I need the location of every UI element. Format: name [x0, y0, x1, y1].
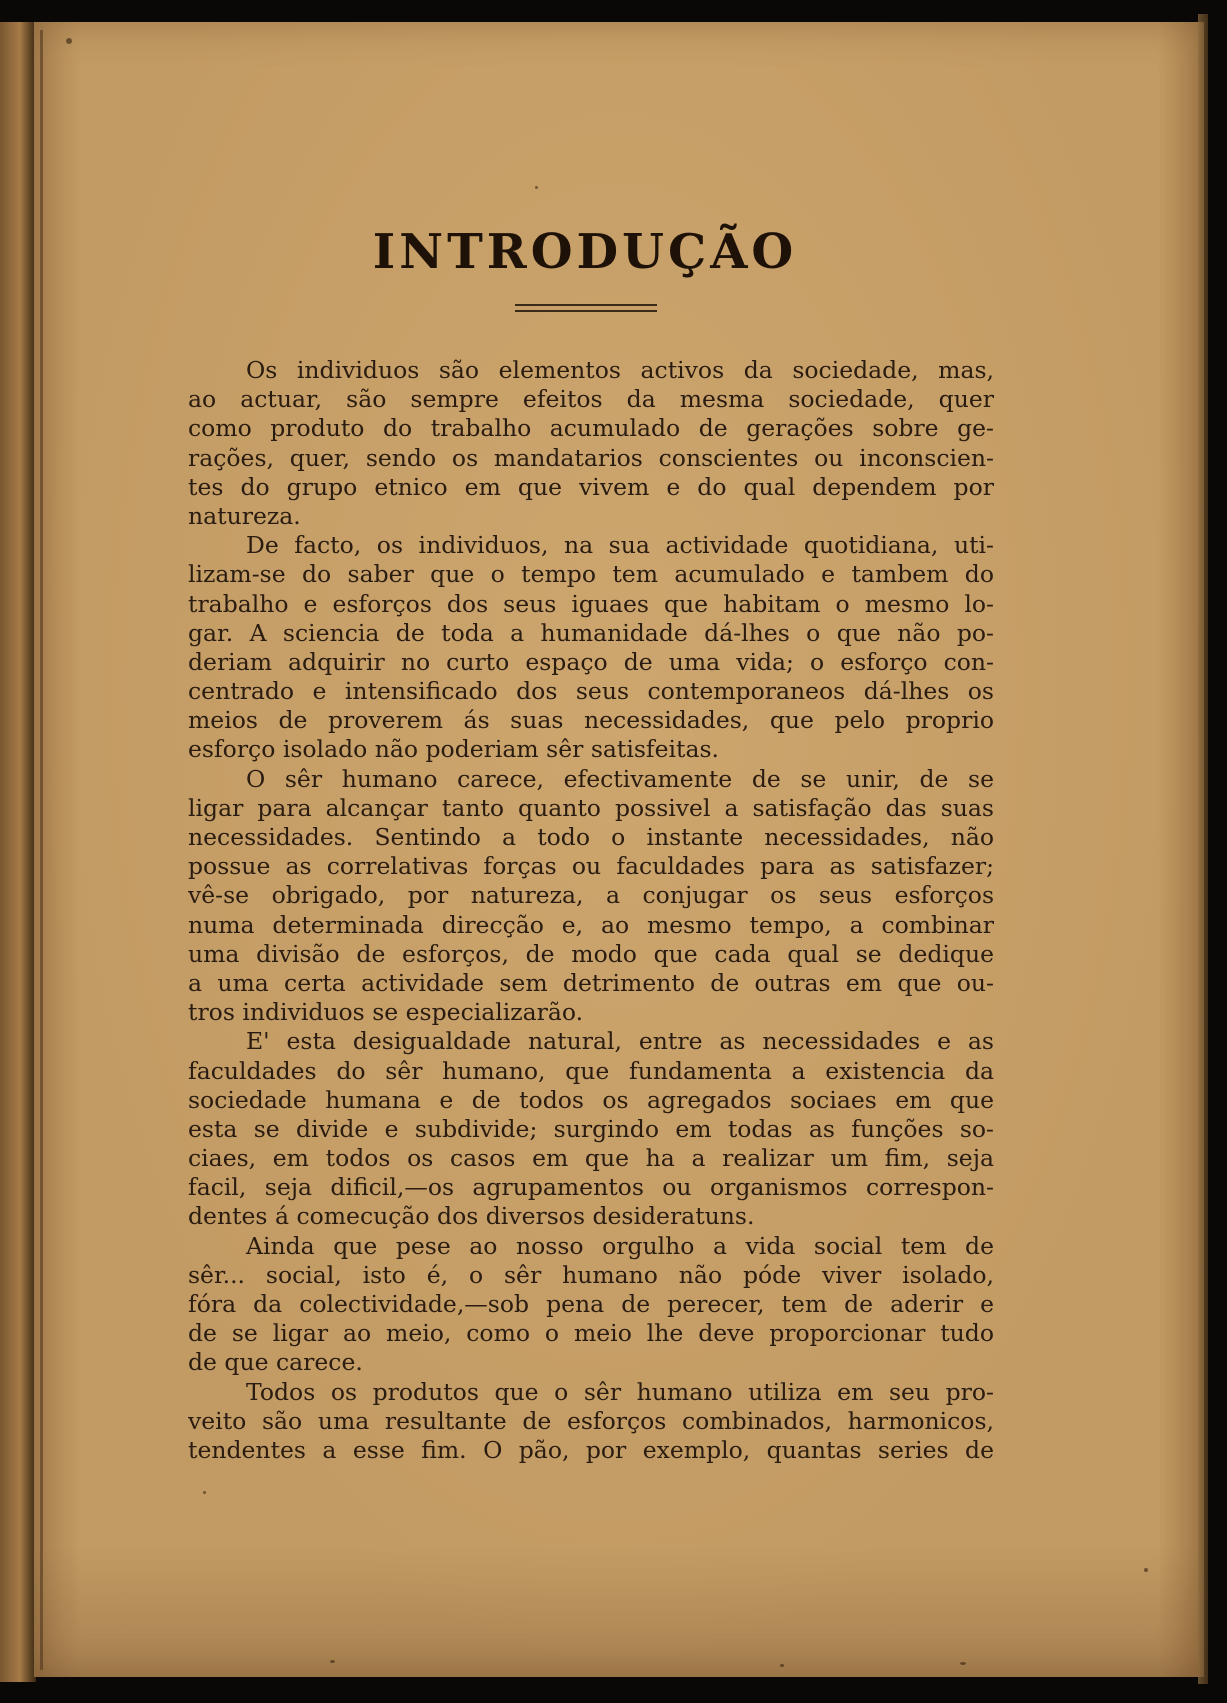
text-line: De facto, os individuos, na sua actividade quotidiana, uti- — [246, 531, 994, 560]
text-line: lizam-se do saber que o tempo tem acumulado e tambem do — [188, 560, 994, 589]
text-line: Os individuos são elementos activos da sociedade, mas, — [246, 356, 994, 384]
text-line: gar. A sciencia de toda a humanidade dá-lhes o que não po- — [188, 618, 994, 647]
text-line: natureza. — [188, 501, 301, 530]
text-line: tendentes a esse fim. O pão, por exemplo, quantas series de — [188, 1435, 994, 1464]
text-line: centrado e intensificado dos seus contemporaneos dá-lhes os — [188, 677, 994, 706]
text-line: tros individuos se especializarão. — [188, 998, 584, 1027]
text-line: necessidades. Sentindo a todo o instante necessidades, não — [188, 823, 994, 851]
text-line: deriam adquirir no curto espaço de uma vida; o esforço con- — [188, 647, 994, 676]
text-line: de que carece. — [188, 1348, 363, 1377]
text-line: fóra da colectividade,—sob pena de perecer, tem de aderir e — [188, 1290, 994, 1318]
text-line: rações, quer, sendo os mandatarios conscientes ou inconscien- — [188, 443, 994, 472]
text-line: esta se divide e subdivide; surgindo em todas as funções so- — [188, 1114, 994, 1143]
text-line: ligar para alcançar tanto quanto possivel a satisfação das suas — [188, 793, 994, 822]
text-line: veito são uma resultante de esforços combinados, harmonicos, — [188, 1406, 994, 1435]
text-line: meios de proverem ás suas necessidades, que pelo proprio — [188, 706, 994, 735]
text-line: faculdades do sêr humano, que fundamenta a existencia da — [188, 1056, 994, 1085]
body-text — [188, 356, 994, 1465]
text-line: de se ligar ao meio, como o meio lhe deve proporcionar tudo — [188, 1319, 994, 1348]
text-line: esforço isolado não poderiam sêr satisfeitas. — [188, 735, 720, 764]
paper-speck — [330, 1660, 335, 1663]
text-line: facil, seja dificil,—os agrupamentos ou organismos correspon- — [188, 1173, 994, 1202]
paper-speck — [960, 1662, 966, 1665]
text-line: dentes á comecução dos diversos desideratuns. — [188, 1202, 755, 1231]
text-line: Todos os produtos que o sêr humano utiliza em seu pro- — [246, 1377, 994, 1406]
page-gutter-edge — [40, 30, 43, 1670]
text-line: trabalho e esforços dos seus iguaes que habitam o mesmo lo- — [188, 589, 994, 618]
text-line: sêr... social, isto é, o sêr humano não póde viver isolado, — [188, 1260, 994, 1289]
text-line: uma divisão de esforços, de modo que cada qual se dedique — [188, 939, 994, 968]
text-line: ao actuar, são sempre efeitos da mesma sociedade, quer — [188, 385, 994, 414]
paper-speck — [66, 38, 72, 44]
text-line: tes do grupo etnico em que vivem e do qual dependem por — [188, 472, 994, 501]
text-line: a uma certa actividade sem detrimento de outras em que ou- — [188, 968, 994, 997]
text-line: sociedade humana e de todos os agregados sociaes em que — [188, 1085, 994, 1114]
title-rule-bottom — [515, 310, 657, 312]
book-spine — [0, 22, 36, 1682]
paper-speck — [535, 186, 538, 189]
page-right-edge — [1198, 14, 1208, 1684]
text-line: E' esta desigualdade natural, entre as necessidades e as — [246, 1027, 994, 1056]
page-title: INTRODUÇÃO — [372, 224, 798, 280]
text-line: O sêr humano carece, efectivamente de se unir, de se — [246, 764, 994, 793]
paper-speck — [203, 1491, 206, 1494]
title-rule-top — [515, 304, 657, 306]
text-line: ciaes, em todos os casos em que ha a realizar um fim, seja — [188, 1144, 994, 1173]
text-line: como produto do trabalho acumulado de gerações sobre ge- — [188, 414, 994, 443]
text-line: possue as correlativas forças ou faculdades para as satisfazer; — [188, 852, 994, 881]
text-line: Ainda que pese ao nosso orgulho a vida social tem de — [246, 1231, 994, 1260]
paper-speck — [1144, 1568, 1148, 1572]
text-line: numa determinada direcção e, ao mesmo tempo, a combinar — [188, 910, 994, 939]
paper-speck — [780, 1664, 784, 1667]
text-line: vê-se obrigado, por natureza, a conjugar os seus esforços — [188, 881, 994, 910]
